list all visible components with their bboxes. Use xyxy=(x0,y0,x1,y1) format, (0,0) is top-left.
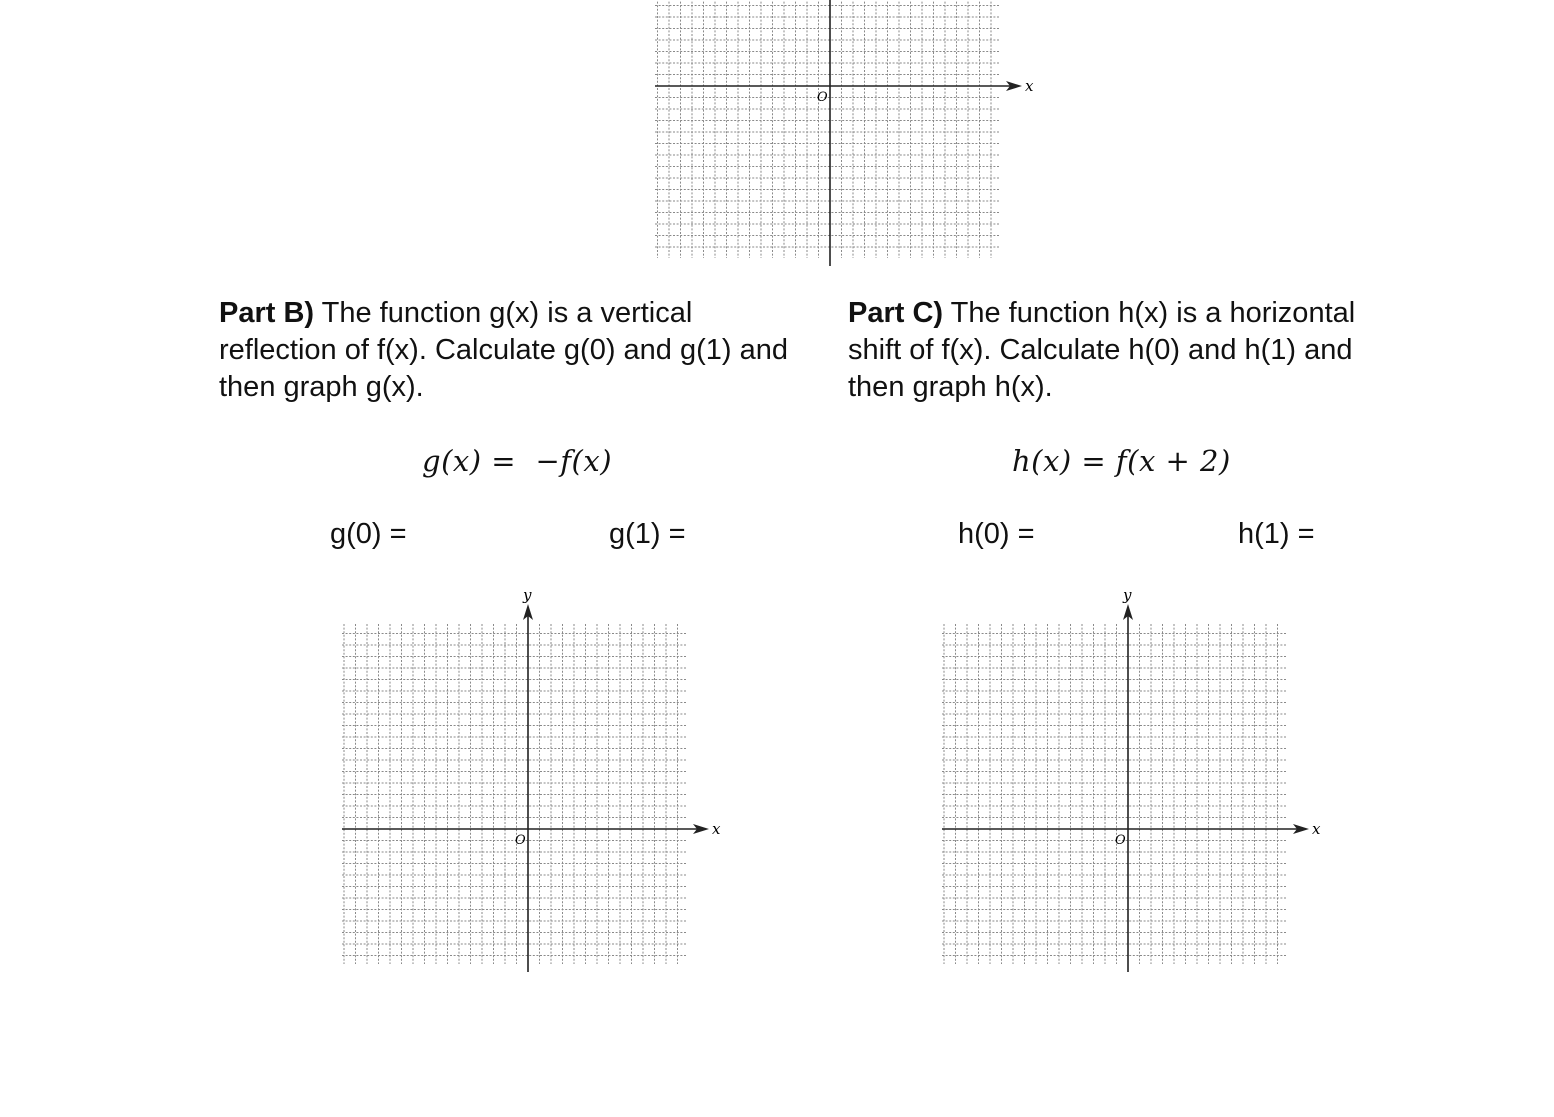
part-c-coordinate-grid xyxy=(930,586,1330,980)
part-b-y-axis-label: y xyxy=(523,586,532,604)
part-b-heading: Part B) xyxy=(219,297,315,329)
part-b-grid-lines xyxy=(342,604,709,972)
part-c-text: The function h(x) is a horizontal shift of f(x). Calculate h(0) and h(1) and then graph h(x). xyxy=(848,297,1356,403)
top-origin-label: O xyxy=(817,90,828,105)
part-c-y-axis-label: y xyxy=(1123,586,1132,604)
top-grid-lines xyxy=(655,0,1022,266)
part-c-formula: h(x) = f(x + 2) xyxy=(1012,444,1231,478)
part-b-grid-svg xyxy=(330,586,730,980)
part-b-formula: g(x) = −f(x) xyxy=(422,444,613,478)
part-b-answer-g0: g(0) = xyxy=(330,518,407,550)
part-c-answer-h1: h(1) = xyxy=(1238,518,1315,550)
part-c-answer-h0: h(0) = xyxy=(958,518,1035,550)
top-coordinate-grid xyxy=(655,0,1035,270)
part-c-grid-lines xyxy=(942,604,1309,972)
part-b-prompt xyxy=(219,295,799,406)
part-b-text: The function g(x) is a vertical reflection of f(x). Calculate g(0) and g(1) and then graph g(x). xyxy=(219,297,788,403)
part-b-x-axis-label: x xyxy=(712,820,721,838)
part-b-coordinate-grid xyxy=(330,586,730,980)
part-c-heading: Part C) xyxy=(848,297,944,329)
part-c-grid-svg xyxy=(930,586,1330,980)
top-x-axis-label: x xyxy=(1025,77,1034,95)
top-grid-svg xyxy=(655,0,1035,270)
part-b-answer-g1: g(1) = xyxy=(609,518,686,550)
part-b-origin-label: O xyxy=(515,833,526,848)
part-c-x-axis-label: x xyxy=(1312,820,1321,838)
part-c-origin-label: O xyxy=(1115,833,1126,848)
part-c-prompt xyxy=(848,295,1408,406)
